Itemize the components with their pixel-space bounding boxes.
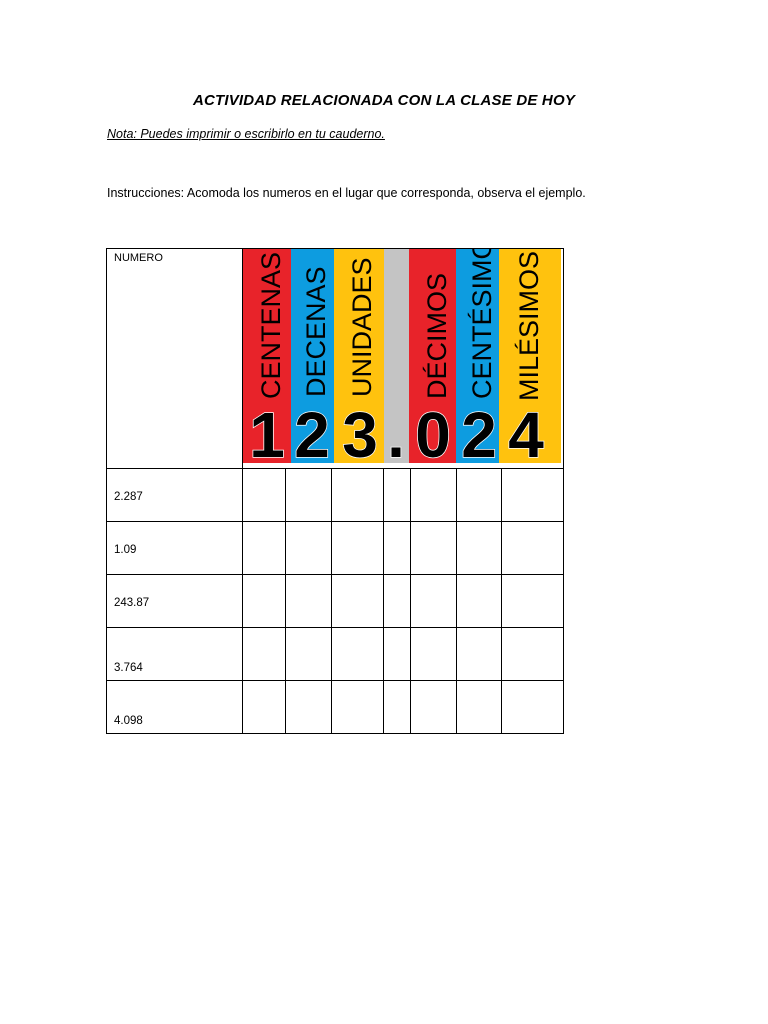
answer-cell-decimos[interactable] — [411, 522, 457, 575]
page-title: ACTIVIDAD RELACIONADA CON LA CLASE DE HOY — [192, 92, 576, 109]
row-number: 2.287 — [107, 469, 243, 522]
column-label-centenas: CENTENAS — [256, 251, 286, 399]
column-label-unidades: UNIDADES — [347, 257, 377, 397]
column-label-centesimos: CENTÉSIMOS — [467, 249, 497, 399]
example-digit-unidades: 3 — [342, 399, 378, 463]
answer-cell-decimos[interactable] — [411, 469, 457, 522]
place-value-banner-graphic — [243, 249, 561, 463]
answer-cell-centesimos[interactable] — [457, 522, 502, 575]
table-row — [107, 628, 564, 681]
answer-cell-decimos[interactable] — [411, 628, 457, 681]
answer-cell-decimal-point[interactable] — [384, 522, 411, 575]
instructions-text: Instrucciones: Acomoda los numeros en el lugar que corresponda, observa el ejemplo. — [107, 186, 586, 200]
answer-cell-decenas[interactable] — [286, 522, 332, 575]
answer-cell-centenas[interactable] — [243, 575, 286, 628]
example-digit-decimos: 0 — [415, 399, 451, 463]
answer-cell-centenas[interactable] — [243, 628, 286, 681]
example-decimal-point: . — [387, 399, 405, 463]
answer-cell-centenas[interactable] — [243, 469, 286, 522]
answer-cell-centesimos[interactable] — [457, 628, 502, 681]
answer-cell-unidades[interactable] — [332, 681, 384, 734]
answer-cell-decenas[interactable] — [286, 469, 332, 522]
row-number: 243.87 — [107, 575, 243, 628]
row-number: 4.098 — [107, 681, 243, 734]
answer-cell-milesimos[interactable] — [502, 681, 564, 734]
example-digit-decenas: 2 — [294, 399, 330, 463]
answer-cell-milesimos[interactable] — [502, 628, 564, 681]
place-value-table — [106, 248, 564, 734]
answer-cell-milesimos[interactable] — [502, 575, 564, 628]
place-value-banner — [243, 249, 564, 469]
column-label-decenas: DECENAS — [301, 266, 331, 397]
answer-cell-unidades[interactable] — [332, 628, 384, 681]
answer-cell-decimos[interactable] — [411, 681, 457, 734]
answer-cell-decenas[interactable] — [286, 628, 332, 681]
answer-cell-centenas[interactable] — [243, 522, 286, 575]
column-label-milesimos: MILÉSIMOS — [514, 250, 544, 401]
table-row — [107, 681, 564, 734]
answer-cell-milesimos[interactable] — [502, 522, 564, 575]
note-text: Nota: Puedes imprimir o escribirlo en tu cauderno. — [107, 127, 385, 141]
answer-cell-unidades[interactable] — [332, 469, 384, 522]
column-label-decimos: DÉCIMOS — [422, 272, 452, 399]
answer-cell-decimal-point[interactable] — [384, 628, 411, 681]
example-digit-centenas: 1 — [249, 399, 285, 463]
example-digit-milesimos: 4 — [508, 399, 544, 463]
example-digit-centesimos: 2 — [461, 399, 497, 463]
answer-cell-unidades[interactable] — [332, 522, 384, 575]
answer-cell-decimal-point[interactable] — [384, 681, 411, 734]
answer-cell-unidades[interactable] — [332, 575, 384, 628]
header-row — [107, 249, 564, 469]
table-row — [107, 522, 564, 575]
number-column-header — [107, 249, 243, 469]
answer-cell-milesimos[interactable] — [502, 469, 564, 522]
table-row — [107, 469, 564, 522]
answer-cell-centesimos[interactable] — [457, 575, 502, 628]
row-number: 3.764 — [107, 628, 243, 681]
row-number: 1.09 — [107, 522, 243, 575]
answer-cell-centesimos[interactable] — [457, 681, 502, 734]
answer-cell-decimos[interactable] — [411, 575, 457, 628]
answer-cell-decimal-point[interactable] — [384, 575, 411, 628]
answer-cell-decimal-point[interactable] — [384, 469, 411, 522]
answer-cell-decenas[interactable] — [286, 575, 332, 628]
number-header-label: NUMERO — [114, 252, 163, 264]
answer-cell-centesimos[interactable] — [457, 469, 502, 522]
answer-cell-centenas[interactable] — [243, 681, 286, 734]
answer-cell-decenas[interactable] — [286, 681, 332, 734]
table-row — [107, 575, 564, 628]
